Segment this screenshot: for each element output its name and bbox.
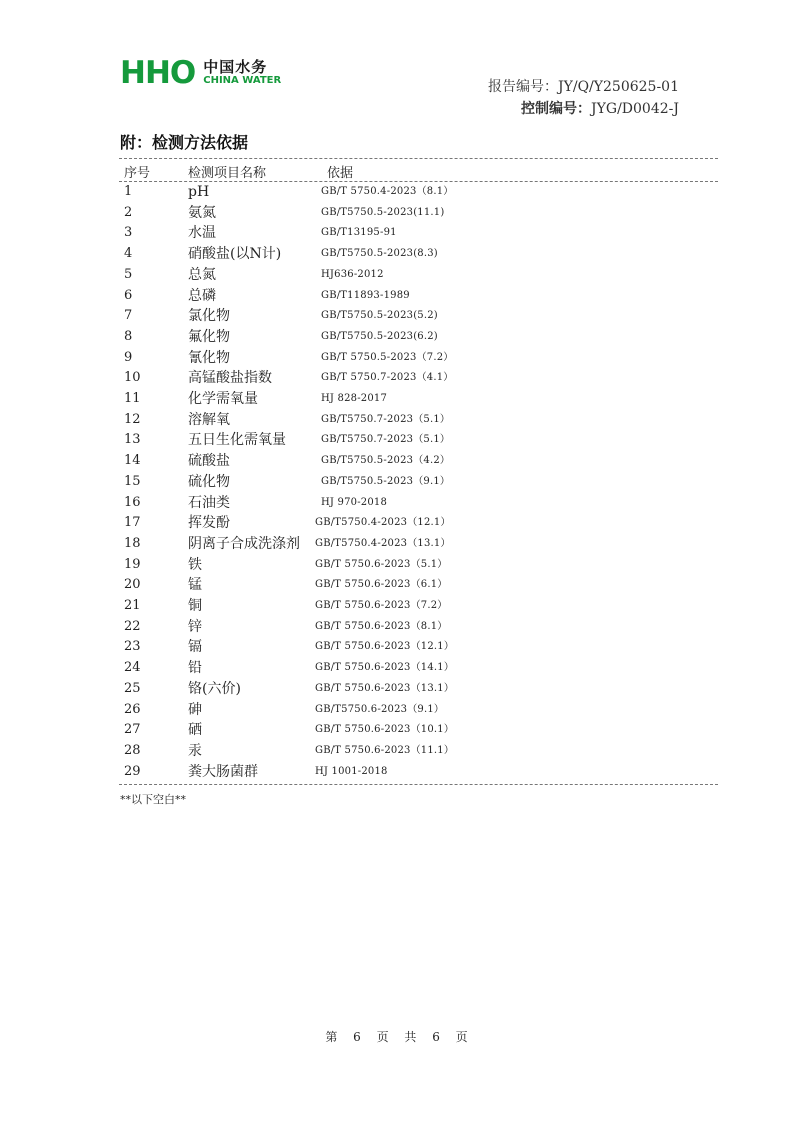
method-basis: GB/T5750.4-2023（12.1） bbox=[315, 517, 451, 529]
row-number: 21 bbox=[124, 598, 141, 613]
method-basis: GB/T5750.5-2023(8.3) bbox=[321, 248, 438, 260]
item-name: 总氮 bbox=[188, 266, 216, 283]
table-row bbox=[0, 493, 793, 514]
row-number: 6 bbox=[124, 287, 133, 303]
method-basis: HJ 1001-2018 bbox=[315, 765, 388, 777]
row-number: 27 bbox=[124, 722, 141, 738]
row-number: 16 bbox=[124, 494, 141, 510]
table-row bbox=[0, 389, 793, 410]
row-number: 13 bbox=[124, 432, 141, 448]
table-row bbox=[0, 513, 793, 534]
item-name: 氟化物 bbox=[188, 328, 230, 345]
method-basis: GB/T 5750.6-2023（6.1） bbox=[315, 579, 448, 591]
row-number: 14 bbox=[124, 453, 141, 469]
table-row bbox=[0, 430, 793, 451]
method-basis: GB/T5750.4-2023（13.1） bbox=[315, 537, 451, 549]
method-basis: GB/T 5750.6-2023（11.1） bbox=[315, 744, 455, 756]
row-number: 10 bbox=[124, 370, 141, 386]
item-name: 硫酸盐 bbox=[188, 453, 230, 470]
item-name: 镉 bbox=[188, 639, 202, 656]
method-basis: GB/T13195-91 bbox=[321, 227, 397, 239]
row-number: 9 bbox=[124, 349, 133, 365]
table-row bbox=[0, 555, 793, 576]
row-number: 28 bbox=[124, 742, 141, 758]
row-number: 1 bbox=[124, 184, 133, 199]
method-basis: GB/T 5750.6-2023（8.1） bbox=[315, 620, 448, 632]
row-number: 3 bbox=[124, 225, 133, 241]
table-row bbox=[0, 223, 793, 244]
row-number: 17 bbox=[124, 515, 141, 531]
row-number: 4 bbox=[124, 246, 133, 262]
table-top-divider bbox=[119, 158, 718, 159]
item-name: 水温 bbox=[188, 225, 216, 242]
item-name: 铁 bbox=[188, 556, 202, 573]
item-name: 氰化物 bbox=[188, 349, 230, 366]
method-basis: HJ636-2012 bbox=[321, 268, 384, 280]
method-basis: GB/T11893-1989 bbox=[321, 289, 410, 301]
end-of-content-note: **以下空白** bbox=[120, 793, 186, 806]
table-row bbox=[0, 637, 793, 658]
logo-text bbox=[203, 59, 281, 87]
item-name: 高锰酸盐指数 bbox=[188, 370, 272, 387]
row-number: 11 bbox=[124, 391, 141, 406]
item-name: 氯化物 bbox=[188, 308, 230, 325]
control-number bbox=[521, 98, 679, 118]
row-number: 22 bbox=[124, 618, 141, 634]
column-header-item-name: 检测项目名称 bbox=[188, 166, 267, 181]
control-number-value: JYG/D0042-J bbox=[591, 101, 679, 117]
column-header-basis: 依据 bbox=[327, 166, 354, 181]
column-header-no: 序号 bbox=[124, 166, 151, 181]
table-row bbox=[0, 762, 793, 783]
table-row bbox=[0, 306, 793, 327]
item-name: 铅 bbox=[188, 660, 202, 677]
row-number: 26 bbox=[124, 701, 141, 717]
row-number: 20 bbox=[124, 577, 141, 593]
table-row bbox=[0, 368, 793, 389]
table-row bbox=[0, 265, 793, 286]
row-number: 19 bbox=[124, 556, 141, 572]
table-row bbox=[0, 203, 793, 224]
item-name: 汞 bbox=[188, 742, 202, 759]
row-number: 2 bbox=[124, 204, 133, 220]
table-row bbox=[0, 700, 793, 721]
logo-chinese-name: 中国水务 bbox=[203, 58, 268, 76]
table-row bbox=[0, 617, 793, 638]
page-title: 附：检测方法依据 bbox=[120, 133, 249, 152]
table-row bbox=[0, 596, 793, 617]
method-basis: GB/T5750.5-2023（4.2） bbox=[321, 455, 451, 467]
row-number: 18 bbox=[124, 535, 141, 551]
table-row bbox=[0, 327, 793, 348]
item-name: 硫化物 bbox=[188, 473, 230, 490]
item-name: 硒 bbox=[188, 722, 202, 739]
table-row bbox=[0, 451, 793, 472]
item-name: 溶解氧 bbox=[188, 411, 230, 428]
company-logo bbox=[120, 56, 281, 90]
method-basis: GB/T5750.6-2023（9.1） bbox=[315, 703, 445, 715]
method-basis: GB/T5750.5-2023(6.2) bbox=[321, 330, 438, 342]
table-row bbox=[0, 679, 793, 700]
table-row bbox=[0, 410, 793, 431]
logo-mark: HHO bbox=[120, 54, 196, 91]
method-basis: GB/T 5750.6-2023（13.1） bbox=[315, 682, 455, 694]
method-basis: GB/T5750.5-2023(5.2) bbox=[321, 310, 438, 322]
item-name: 铬(六价) bbox=[188, 680, 241, 697]
item-name: 锰 bbox=[188, 577, 202, 594]
method-basis: GB/T5750.7-2023（5.1） bbox=[321, 413, 451, 425]
table-row bbox=[0, 472, 793, 493]
method-basis: GB/T 5750.4-2023（8.1） bbox=[321, 186, 454, 197]
method-basis: HJ 970-2018 bbox=[321, 496, 388, 508]
item-name: 氨氮 bbox=[188, 204, 216, 221]
item-name: 粪大肠菌群 bbox=[188, 763, 258, 780]
row-number: 24 bbox=[124, 660, 141, 676]
row-number: 12 bbox=[124, 411, 141, 427]
method-basis: GB/T 5750.6-2023（5.1） bbox=[315, 558, 448, 570]
report-number-label: 报告编号： bbox=[488, 79, 558, 95]
item-name: 挥发酚 bbox=[188, 515, 230, 532]
item-name: 五日生化需氧量 bbox=[188, 432, 286, 449]
row-number: 23 bbox=[124, 639, 141, 655]
table-row bbox=[0, 741, 793, 762]
table-row bbox=[0, 534, 793, 555]
table-row bbox=[0, 720, 793, 741]
item-name: 硝酸盐(以N计) bbox=[188, 246, 282, 263]
item-name: 石油类 bbox=[188, 494, 230, 511]
page-footer: 第 6 页 共 6 页 bbox=[325, 1030, 468, 1044]
table-row bbox=[0, 575, 793, 596]
method-basis: HJ 828-2017 bbox=[321, 393, 388, 404]
table-row bbox=[0, 658, 793, 679]
table-bottom-divider bbox=[119, 784, 718, 785]
row-number: 29 bbox=[124, 763, 141, 779]
table-row bbox=[0, 286, 793, 307]
method-basis: GB/T5750.7-2023（5.1） bbox=[321, 434, 451, 446]
item-name: 化学需氧量 bbox=[188, 391, 258, 407]
row-number: 15 bbox=[124, 473, 141, 489]
report-number-value: JY/Q/Y250625-01 bbox=[558, 79, 679, 95]
item-name: 阴离子合成洗涤剂 bbox=[188, 535, 300, 552]
method-basis: GB/T5750.5-2023（9.1） bbox=[321, 475, 451, 487]
method-basis: GB/T 5750.6-2023（12.1） bbox=[315, 641, 455, 653]
item-name: pH bbox=[188, 184, 210, 200]
method-basis: GB/T 5750.6-2023（7.2） bbox=[315, 600, 448, 611]
report-number bbox=[488, 76, 679, 96]
row-number: 8 bbox=[124, 328, 133, 344]
table-row bbox=[0, 244, 793, 265]
row-number: 25 bbox=[124, 680, 141, 696]
item-name: 铜 bbox=[188, 598, 202, 614]
table-row bbox=[0, 348, 793, 369]
item-name: 砷 bbox=[188, 701, 202, 718]
table-row bbox=[0, 182, 793, 203]
method-basis: GB/T 5750.6-2023（10.1） bbox=[315, 724, 455, 736]
row-number: 7 bbox=[124, 308, 133, 324]
item-name: 总磷 bbox=[188, 287, 216, 304]
control-number-label: 控制编号： bbox=[521, 101, 592, 117]
method-basis: GB/T5750.5-2023(11.1) bbox=[321, 206, 445, 218]
method-basis: GB/T 5750.7-2023（4.1） bbox=[321, 372, 454, 384]
logo-english-name: CHINA WATER bbox=[203, 75, 282, 86]
item-name: 锌 bbox=[188, 618, 202, 635]
row-number: 5 bbox=[124, 266, 133, 282]
method-basis: GB/T 5750.5-2023（7.2） bbox=[321, 351, 454, 363]
method-basis: GB/T 5750.6-2023（14.1） bbox=[315, 662, 455, 674]
